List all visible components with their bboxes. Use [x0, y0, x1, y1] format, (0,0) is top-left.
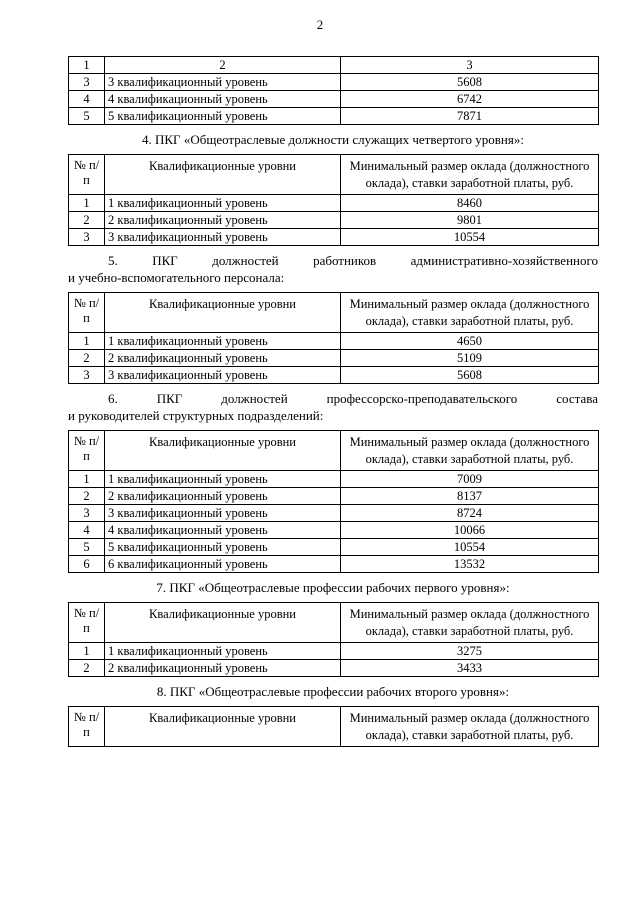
salary-value: 6742	[341, 91, 599, 108]
level-name: 5 квалификационный уровень	[105, 108, 341, 125]
row-number: 2	[69, 212, 105, 229]
table-header-row	[69, 603, 599, 643]
row-number: 2	[69, 660, 105, 677]
level-name: 2 квалификационный уровень	[105, 660, 341, 677]
salary-value: 4650	[341, 333, 599, 350]
row-number: 2	[69, 350, 105, 367]
level-name: 3 квалификационный уровень	[105, 505, 341, 522]
salary-value: 10554	[341, 539, 599, 556]
level-name: 1 квалификационный уровень	[105, 471, 341, 488]
header-number: № п/п	[69, 603, 105, 643]
level-name: 3 квалификационный уровень	[105, 367, 341, 384]
salary-table	[68, 430, 599, 573]
header-number: № п/п	[69, 293, 105, 333]
table-header-row	[69, 707, 599, 747]
table-row	[69, 333, 599, 350]
table-row	[69, 643, 599, 660]
table-row	[69, 522, 599, 539]
row-number: 2	[69, 488, 105, 505]
column-number: 1	[69, 57, 105, 74]
row-number: 3	[69, 505, 105, 522]
section-heading-line: 5. ПКГ должностей работников административно-хозяйственного	[108, 253, 598, 268]
table-header-row	[69, 155, 599, 195]
level-name: 6 квалификационный уровень	[105, 556, 341, 573]
row-number: 3	[69, 74, 105, 91]
table-row	[69, 74, 599, 91]
section-heading: 8. ПКГ «Общеотраслевые профессии рабочих второго уровня»:	[156, 684, 510, 699]
continuation-table	[68, 56, 599, 125]
table-row	[69, 350, 599, 367]
salary-value: 10066	[341, 522, 599, 539]
level-name: 2 квалификационный уровень	[105, 488, 341, 505]
section-heading-line: 6. ПКГ должностей профессорско-преподавательского состава	[108, 391, 598, 406]
table-header-row	[69, 57, 599, 74]
salary-value: 13532	[341, 556, 599, 573]
section-heading-line: и учебно-вспомогательного персонала:	[68, 270, 285, 285]
section-5	[68, 252, 598, 384]
header-min-salary: Минимальный размер оклада (должностного оклада), ставки заработной платы, руб.	[341, 707, 599, 747]
header-number: № п/п	[69, 707, 105, 747]
table-row	[69, 212, 599, 229]
table-row	[69, 556, 599, 573]
table-row	[69, 91, 599, 108]
header-min-salary: Минимальный размер оклада (должностного оклада), ставки заработной платы, руб.	[341, 293, 599, 333]
salary-value: 10554	[341, 229, 599, 246]
row-number: 5	[69, 539, 105, 556]
row-number: 1	[69, 643, 105, 660]
salary-value: 5608	[341, 367, 599, 384]
row-number: 1	[69, 333, 105, 350]
salary-value: 8724	[341, 505, 599, 522]
table-header-row	[69, 431, 599, 471]
row-number: 4	[69, 91, 105, 108]
salary-value: 7871	[341, 108, 599, 125]
level-name: 3 квалификационный уровень	[105, 229, 341, 246]
row-number: 1	[69, 471, 105, 488]
header-number: № п/п	[69, 155, 105, 195]
salary-value: 5608	[341, 74, 599, 91]
table-row	[69, 195, 599, 212]
level-name: 5 квалификационный уровень	[105, 539, 341, 556]
table-row	[69, 108, 599, 125]
salary-value: 9801	[341, 212, 599, 229]
salary-value: 3275	[341, 643, 599, 660]
row-number: 6	[69, 556, 105, 573]
level-name: 1 квалификационный уровень	[105, 195, 341, 212]
section-7	[68, 579, 598, 677]
column-number: 3	[341, 57, 599, 74]
row-number: 5	[69, 108, 105, 125]
column-number: 2	[105, 57, 341, 74]
header-level: Квалификационные уровни	[105, 431, 341, 471]
level-name: 4 квалификационный уровень	[105, 522, 341, 539]
level-name: 4 квалификационный уровень	[105, 91, 341, 108]
continuation-section	[68, 56, 598, 125]
salary-value: 7009	[341, 471, 599, 488]
section-heading-line: и руководителей структурных подразделений:	[68, 408, 324, 423]
header-min-salary: Минимальный размер оклада (должностного оклада), ставки заработной платы, руб.	[341, 155, 599, 195]
table-row	[69, 539, 599, 556]
salary-value: 8460	[341, 195, 599, 212]
header-level: Квалификационные уровни	[105, 603, 341, 643]
row-number: 4	[69, 522, 105, 539]
section-heading	[68, 252, 598, 286]
table-row	[69, 367, 599, 384]
header-level: Квалификационные уровни	[105, 293, 341, 333]
salary-table	[68, 706, 599, 747]
salary-table	[68, 602, 599, 677]
row-number: 3	[69, 367, 105, 384]
table-row	[69, 471, 599, 488]
salary-value: 8137	[341, 488, 599, 505]
table-row	[69, 660, 599, 677]
level-name: 1 квалификационный уровень	[105, 333, 341, 350]
section-heading: 7. ПКГ «Общеотраслевые профессии рабочих первого уровня»:	[156, 580, 510, 595]
section-4	[68, 131, 598, 246]
salary-table	[68, 292, 599, 384]
table-row	[69, 505, 599, 522]
document-body	[68, 56, 598, 753]
section-8	[68, 683, 598, 747]
header-min-salary: Минимальный размер оклада (должностного оклада), ставки заработной платы, руб.	[341, 431, 599, 471]
header-level: Квалификационные уровни	[105, 155, 341, 195]
row-number: 1	[69, 195, 105, 212]
header-number: № п/п	[69, 431, 105, 471]
table-row	[69, 488, 599, 505]
row-number: 3	[69, 229, 105, 246]
section-heading	[68, 390, 598, 424]
section-heading: 4. ПКГ «Общеотраслевые должности служащих четвертого уровня»:	[142, 132, 524, 147]
section-6	[68, 390, 598, 573]
header-level: Квалификационные уровни	[105, 707, 341, 747]
level-name: 2 квалификационный уровень	[105, 350, 341, 367]
table-header-row	[69, 293, 599, 333]
salary-value: 3433	[341, 660, 599, 677]
salary-table	[68, 154, 599, 246]
salary-value: 5109	[341, 350, 599, 367]
table-row	[69, 229, 599, 246]
header-min-salary: Минимальный размер оклада (должностного оклада), ставки заработной платы, руб.	[341, 603, 599, 643]
level-name: 2 квалификационный уровень	[105, 212, 341, 229]
level-name: 1 квалификационный уровень	[105, 643, 341, 660]
level-name: 3 квалификационный уровень	[105, 74, 341, 91]
page-number: 2	[316, 17, 324, 32]
